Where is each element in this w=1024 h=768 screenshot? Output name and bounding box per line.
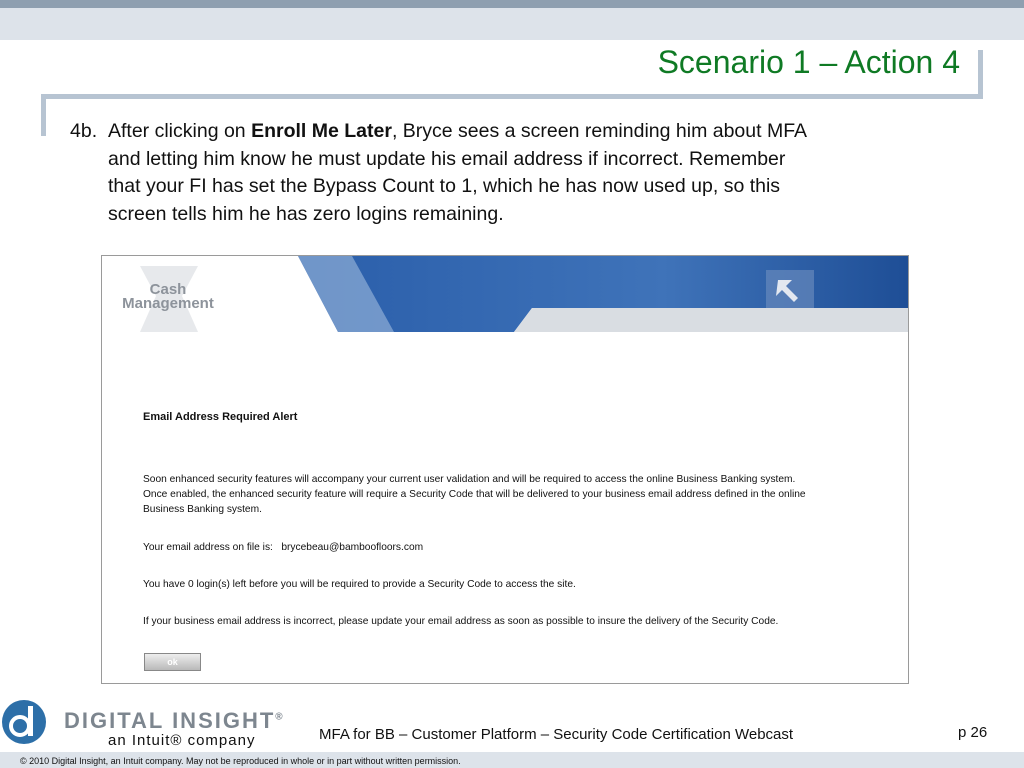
logins-left-text: You have 0 login(s) left before you will be required to provide a Security Code to access the site. bbox=[143, 579, 576, 590]
slide-body bbox=[70, 118, 970, 228]
digital-insight-brand bbox=[64, 708, 285, 734]
body-line-1 bbox=[70, 118, 970, 146]
brand-mark: ® bbox=[275, 711, 285, 723]
security-paragraph bbox=[143, 472, 903, 517]
cash-management-banner bbox=[102, 256, 908, 332]
email-value: brycebeau@bamboofloors.com bbox=[281, 542, 424, 553]
footer-caption: MFA for BB – Customer Platform – Security Code Certification Webcast bbox=[319, 726, 794, 743]
logo-d-icon bbox=[2, 700, 46, 744]
brand-tagline: an Intuit® company bbox=[108, 732, 256, 749]
body-number: 4b. bbox=[70, 120, 98, 142]
top-band-light bbox=[0, 8, 1024, 40]
body-line-2: and letting him know he must update his email address if incorrect. Remember bbox=[108, 147, 786, 170]
title-frame-right bbox=[978, 50, 983, 98]
banner-box bbox=[766, 270, 814, 308]
ok-button[interactable]: ok bbox=[144, 653, 201, 671]
cash-management-logo bbox=[116, 283, 220, 311]
email-on-file-row bbox=[143, 540, 903, 555]
alert-title: Email Address Required Alert bbox=[143, 411, 298, 423]
update-email-notice: If your business email address is incorrect, please update your email address as soon as possible to insure the delivery of the Security Code. bbox=[143, 616, 779, 627]
security-paragraph-line-2: Once enabled, the enhanced security feature will require a Security Code that will be delivered to your business email address defined in the online bbox=[143, 489, 806, 500]
banner-graphic bbox=[102, 256, 908, 332]
logo-line-2: Management bbox=[122, 295, 214, 312]
page-number: p 26 bbox=[958, 724, 988, 741]
body-line1-pre: After clicking on bbox=[108, 120, 252, 142]
title-frame-bottom bbox=[41, 94, 983, 99]
enroll-me-later-text: Enroll Me Later bbox=[251, 120, 392, 142]
logo-line-1: Cash bbox=[149, 281, 187, 298]
brand-name: DIGITAL INSIGHT bbox=[64, 708, 276, 733]
body-line-4: screen tells him he has zero logins remaining. bbox=[108, 202, 504, 225]
security-paragraph-line-3: Business Banking system. bbox=[143, 504, 262, 515]
banner-gray-strip bbox=[514, 308, 908, 332]
body-line1-post: , Bryce sees a screen reminding him about MFA bbox=[391, 120, 808, 142]
body-line-3: that your FI has set the Bypass Count to 1, which he has now used up, so this bbox=[108, 175, 781, 197]
security-paragraph-line-1: Soon enhanced security features will accompany your current user validation and will be required to access the online Business Banking system. bbox=[143, 474, 796, 485]
top-band bbox=[0, 0, 1024, 8]
copyright-text: © 2010 Digital Insight, an Intuit company. May not be reproduced in whole or in part without written permission. bbox=[20, 756, 461, 766]
slide-title: Scenario 1 – Action 4 bbox=[657, 44, 960, 80]
embedded-screenshot bbox=[101, 255, 909, 684]
email-label: Your email address on file is: bbox=[143, 542, 273, 553]
title-frame-left bbox=[41, 94, 46, 136]
digital-insight-logo-icon bbox=[2, 700, 46, 744]
